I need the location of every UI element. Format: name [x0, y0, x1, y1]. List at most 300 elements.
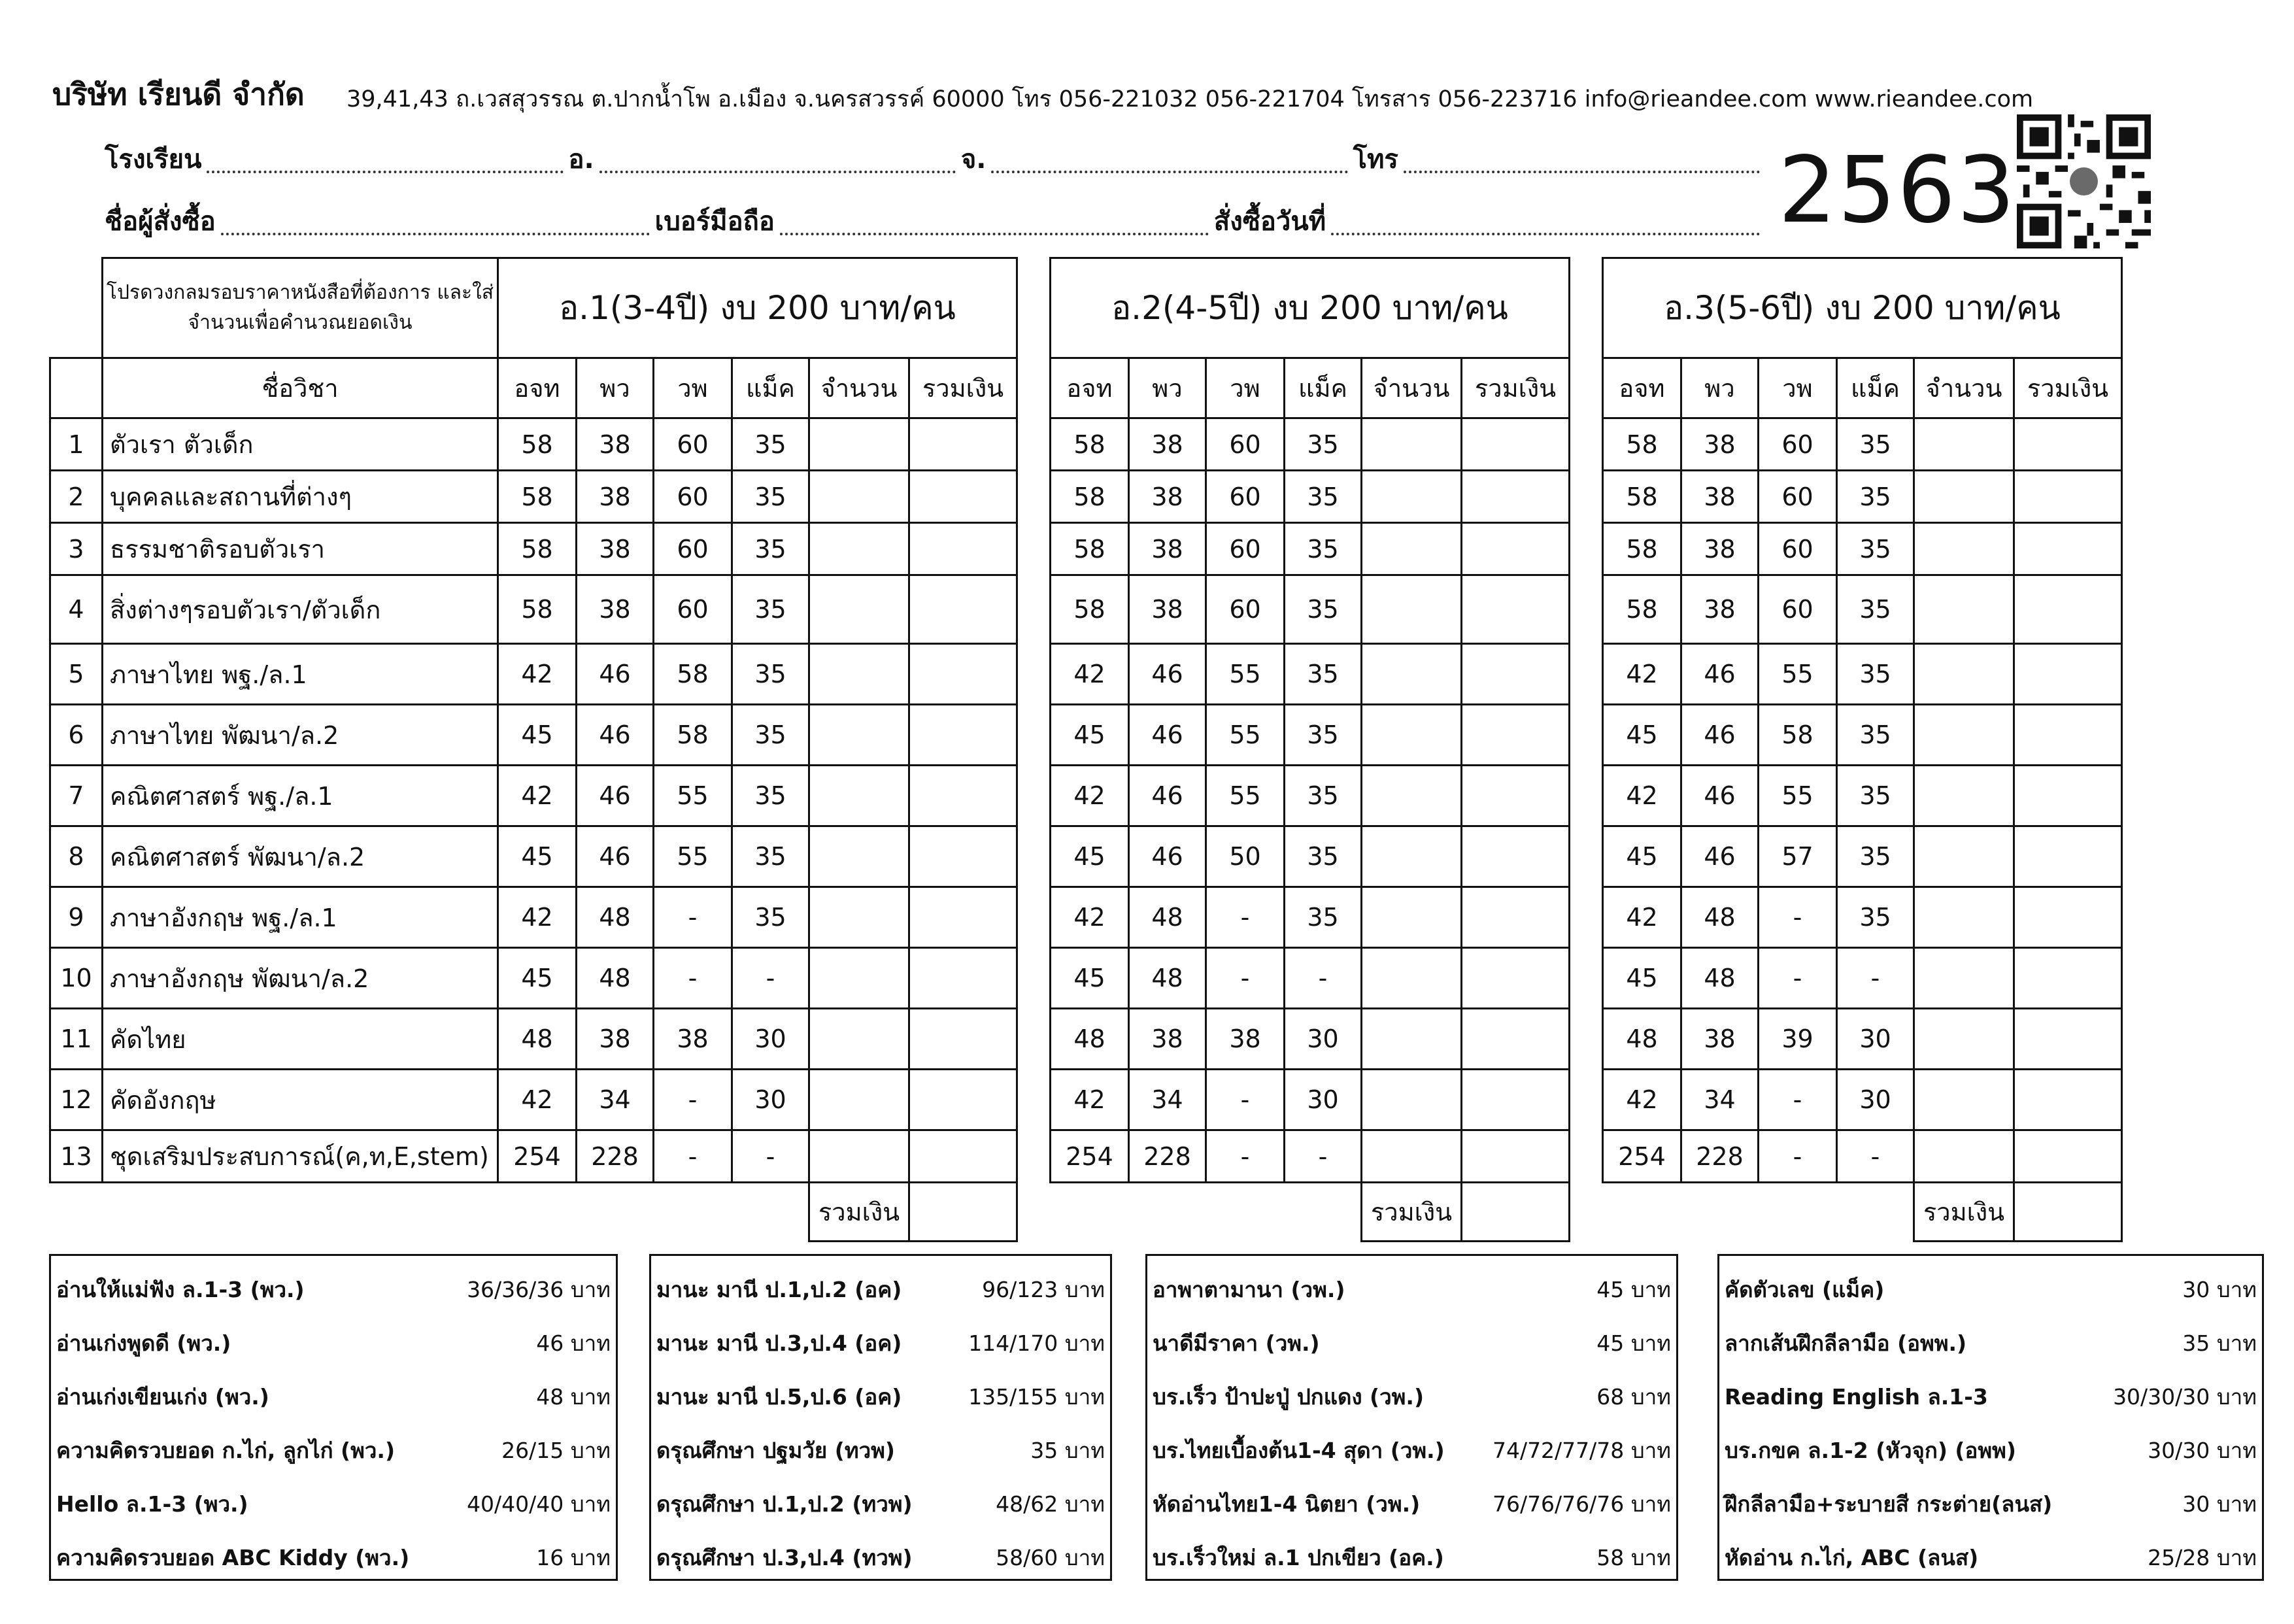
- price-cell[interactable]: 46: [1681, 705, 1759, 766]
- list-item[interactable]: [56, 1316, 611, 1370]
- price-cell[interactable]: 35: [1285, 471, 1362, 523]
- price-cell[interactable]: 42: [1603, 1070, 1681, 1130]
- quantity-cell[interactable]: [1914, 471, 2014, 523]
- sum-cell[interactable]: [909, 887, 1017, 948]
- price-cell[interactable]: 35: [1285, 575, 1362, 644]
- price-cell[interactable]: 50: [1206, 826, 1285, 887]
- quantity-cell[interactable]: [809, 1009, 909, 1070]
- quantity-cell[interactable]: [809, 826, 909, 887]
- price-cell[interactable]: -: [654, 887, 732, 948]
- price-cell[interactable]: 30: [1837, 1070, 1914, 1130]
- sum-cell[interactable]: [1462, 471, 1570, 523]
- sum-cell[interactable]: [2014, 418, 2122, 471]
- province-field[interactable]: [991, 170, 1347, 173]
- price-cell[interactable]: 46: [577, 766, 654, 826]
- sum-cell[interactable]: [1462, 1009, 1570, 1070]
- price-cell[interactable]: 60: [1206, 575, 1285, 644]
- sum-cell[interactable]: [909, 1070, 1017, 1130]
- sum-cell[interactable]: [2014, 766, 2122, 826]
- table-row: [1603, 523, 2122, 575]
- list-item[interactable]: [1725, 1262, 2257, 1316]
- list-item[interactable]: [56, 1262, 611, 1316]
- book-name: อ่านเก่งพูดดี (พว.): [56, 1330, 231, 1356]
- phone-field[interactable]: [1404, 170, 1760, 173]
- sum-cell[interactable]: [2014, 644, 2122, 705]
- list-item[interactable]: [1725, 1423, 2257, 1477]
- price-cell[interactable]: 35: [1285, 523, 1362, 575]
- quantity-cell[interactable]: [1914, 523, 2014, 575]
- sum-cell[interactable]: [909, 575, 1017, 644]
- price-cell[interactable]: 58: [1759, 705, 1837, 766]
- sum-cell[interactable]: [1462, 705, 1570, 766]
- sum-cell[interactable]: [909, 418, 1017, 471]
- price-cell[interactable]: 35: [732, 575, 809, 644]
- sum-cell[interactable]: [1462, 523, 1570, 575]
- price-cell[interactable]: 35: [732, 826, 809, 887]
- sum-cell[interactable]: [2014, 1009, 2122, 1070]
- price-cell[interactable]: 35: [732, 644, 809, 705]
- price-cell[interactable]: 35: [1837, 523, 1914, 575]
- price-cell[interactable]: 46: [1129, 705, 1206, 766]
- quantity-cell[interactable]: [1362, 766, 1462, 826]
- price-cell[interactable]: -: [1759, 1070, 1837, 1130]
- quantity-cell[interactable]: [1362, 887, 1462, 948]
- price-cell[interactable]: 45: [1051, 948, 1129, 1009]
- province-label: จ.: [960, 144, 987, 175]
- book-name: บร.เร็วใหม่ ล.1 ปกเขียว (อค.): [1153, 1544, 1444, 1570]
- sum-cell[interactable]: [909, 1009, 1017, 1070]
- district-field[interactable]: [599, 170, 956, 173]
- list-item[interactable]: [1153, 1316, 1671, 1370]
- quantity-cell[interactable]: [1914, 826, 2014, 887]
- quantity-cell[interactable]: [1362, 644, 1462, 705]
- price-cell[interactable]: -: [1285, 948, 1362, 1009]
- price-cell[interactable]: -: [654, 1070, 732, 1130]
- sum-cell[interactable]: [1462, 766, 1570, 826]
- quantity-header: จำนวน: [1362, 358, 1462, 418]
- price-cell[interactable]: 42: [1603, 644, 1681, 705]
- quantity-cell[interactable]: [1914, 1130, 2014, 1183]
- quantity-cell[interactable]: [1362, 1130, 1462, 1183]
- book-name: คัดตัวเลข (แม็ค): [1725, 1276, 1885, 1302]
- quantity-cell[interactable]: [1914, 1009, 2014, 1070]
- sum-cell[interactable]: [909, 705, 1017, 766]
- price-cell[interactable]: 35: [1837, 418, 1914, 471]
- sum-cell[interactable]: [1462, 1070, 1570, 1130]
- sum-cell[interactable]: [2014, 948, 2122, 1009]
- quantity-cell[interactable]: [1362, 826, 1462, 887]
- sum-cell[interactable]: [2014, 826, 2122, 887]
- quantity-cell[interactable]: [809, 644, 909, 705]
- qr-code-icon: [2017, 114, 2151, 248]
- price-cell[interactable]: 35: [732, 418, 809, 471]
- price-cell[interactable]: 38: [1129, 471, 1206, 523]
- price-cell[interactable]: 58: [498, 575, 577, 644]
- price-cell[interactable]: 35: [1285, 887, 1362, 948]
- price-cell[interactable]: 60: [1759, 418, 1837, 471]
- subject-name: ตัวเรา ตัวเด็ก: [103, 418, 498, 471]
- sum-cell[interactable]: [909, 766, 1017, 826]
- subject-name: สิ่งต่างๆรอบตัวเรา/ตัวเด็ก: [103, 575, 498, 644]
- price-cell[interactable]: 228: [577, 1130, 654, 1183]
- total-label: รวมเงิน: [1914, 1183, 2014, 1242]
- price-cell[interactable]: -: [732, 1130, 809, 1183]
- quantity-cell[interactable]: [1914, 705, 2014, 766]
- price-cell[interactable]: 60: [1759, 471, 1837, 523]
- price-cell[interactable]: 48: [577, 948, 654, 1009]
- school-field[interactable]: [207, 170, 563, 173]
- price-cell[interactable]: 58: [1051, 418, 1129, 471]
- price-cell[interactable]: 46: [577, 644, 654, 705]
- price-cell[interactable]: 34: [1129, 1070, 1206, 1130]
- list-item[interactable]: [656, 1531, 1105, 1584]
- price-cell[interactable]: -: [1759, 948, 1837, 1009]
- book-price: 58/60 บาท: [996, 1544, 1105, 1570]
- price-cell[interactable]: 38: [1129, 418, 1206, 471]
- book-price: 40/40/40 บาท: [467, 1491, 611, 1517]
- quantity-cell[interactable]: [1914, 887, 2014, 948]
- row-number: 11: [50, 1009, 103, 1070]
- price-cell[interactable]: 34: [1681, 1070, 1759, 1130]
- price-cell[interactable]: 38: [1129, 575, 1206, 644]
- price-cell[interactable]: 38: [1129, 523, 1206, 575]
- sum-cell[interactable]: [1462, 887, 1570, 948]
- price-cell[interactable]: 42: [498, 766, 577, 826]
- price-cell[interactable]: 48: [577, 887, 654, 948]
- price-cell[interactable]: 60: [1206, 418, 1285, 471]
- price-cell[interactable]: 38: [654, 1009, 732, 1070]
- quantity-cell[interactable]: [1362, 471, 1462, 523]
- sum-cell[interactable]: [2014, 523, 2122, 575]
- sum-cell[interactable]: [1462, 575, 1570, 644]
- list-item[interactable]: [656, 1477, 1105, 1531]
- price-cell[interactable]: 55: [1206, 766, 1285, 826]
- price-cell[interactable]: -: [1759, 1130, 1837, 1183]
- price-cell[interactable]: 60: [1206, 471, 1285, 523]
- list-item[interactable]: [1725, 1477, 2257, 1531]
- price-cell[interactable]: 38: [577, 418, 654, 471]
- price-cell[interactable]: 55: [654, 826, 732, 887]
- quantity-cell[interactable]: [1362, 948, 1462, 1009]
- sum-cell[interactable]: [2014, 471, 2122, 523]
- quantity-cell[interactable]: [1914, 1070, 2014, 1130]
- price-cell[interactable]: -: [1759, 887, 1837, 948]
- price-cell[interactable]: 45: [1051, 705, 1129, 766]
- list-item[interactable]: [1725, 1316, 2257, 1370]
- price-cell[interactable]: 58: [1051, 523, 1129, 575]
- price-cell[interactable]: 30: [1285, 1070, 1362, 1130]
- price-cell[interactable]: 46: [577, 705, 654, 766]
- price-cell[interactable]: 35: [1837, 575, 1914, 644]
- table-row: [1051, 766, 1570, 826]
- price-cell[interactable]: -: [1206, 1070, 1285, 1130]
- price-cell[interactable]: 46: [1129, 644, 1206, 705]
- list-item[interactable]: [1153, 1531, 1671, 1584]
- quantity-cell[interactable]: [809, 887, 909, 948]
- price-cell[interactable]: 38: [1681, 471, 1759, 523]
- row-number: 6: [50, 705, 103, 766]
- district-label: อ.: [568, 144, 594, 175]
- price-cell[interactable]: 35: [732, 766, 809, 826]
- total-cell[interactable]: [909, 1183, 1017, 1242]
- publisher-header: อจท: [1051, 358, 1129, 418]
- price-cell[interactable]: 35: [732, 887, 809, 948]
- price-cell[interactable]: -: [1285, 1130, 1362, 1183]
- list-item[interactable]: [1725, 1531, 2257, 1584]
- quantity-cell[interactable]: [1914, 575, 2014, 644]
- sum-cell[interactable]: [1462, 418, 1570, 471]
- price-cell[interactable]: 35: [1837, 705, 1914, 766]
- table-row: [1051, 826, 1570, 887]
- price-cell[interactable]: 60: [1206, 523, 1285, 575]
- price-cell[interactable]: 45: [1603, 705, 1681, 766]
- sum-cell[interactable]: [2014, 1070, 2122, 1130]
- quantity-cell[interactable]: [1362, 1070, 1462, 1130]
- price-cell[interactable]: 45: [1603, 826, 1681, 887]
- price-cell[interactable]: 46: [1681, 766, 1759, 826]
- price-cell[interactable]: 34: [577, 1070, 654, 1130]
- price-cell[interactable]: 58: [1603, 418, 1681, 471]
- price-cell[interactable]: 48: [1129, 887, 1206, 948]
- price-cell[interactable]: 45: [1051, 826, 1129, 887]
- price-cell[interactable]: 42: [498, 887, 577, 948]
- price-cell[interactable]: 254: [1603, 1130, 1681, 1183]
- subject-name: คัดอังกฤษ: [103, 1070, 498, 1130]
- list-item[interactable]: [1153, 1262, 1671, 1316]
- quantity-cell[interactable]: [1362, 705, 1462, 766]
- price-cell[interactable]: -: [654, 1130, 732, 1183]
- price-cell[interactable]: 58: [1603, 471, 1681, 523]
- price-cell[interactable]: 60: [654, 523, 732, 575]
- price-cell[interactable]: 38: [1681, 418, 1759, 471]
- sum-cell[interactable]: [909, 826, 1017, 887]
- sum-cell[interactable]: [2014, 575, 2122, 644]
- price-cell[interactable]: 48: [1603, 1009, 1681, 1070]
- price-cell[interactable]: 42: [1603, 887, 1681, 948]
- sum-cell[interactable]: [909, 471, 1017, 523]
- price-cell[interactable]: 35: [1837, 471, 1914, 523]
- quantity-cell[interactable]: [809, 766, 909, 826]
- sum-cell[interactable]: [1462, 644, 1570, 705]
- book-price: 68 บาท: [1596, 1383, 1671, 1410]
- sum-cell[interactable]: [1462, 826, 1570, 887]
- price-cell[interactable]: 55: [1206, 644, 1285, 705]
- mobile-field[interactable]: [780, 232, 1209, 235]
- buyer-label: ชื่อผู้สั่งซื้อ: [105, 207, 216, 237]
- sum-cell[interactable]: [1462, 1130, 1570, 1183]
- price-cell[interactable]: 45: [498, 826, 577, 887]
- price-cell[interactable]: 38: [577, 471, 654, 523]
- sum-cell[interactable]: [909, 523, 1017, 575]
- book-name: Reading English ล.1-3: [1725, 1383, 1988, 1410]
- price-cell[interactable]: 46: [1129, 826, 1206, 887]
- list-item[interactable]: [656, 1262, 1105, 1316]
- price-cell[interactable]: 46: [1681, 826, 1759, 887]
- price-cell[interactable]: 30: [1285, 1009, 1362, 1070]
- quantity-cell[interactable]: [1362, 523, 1462, 575]
- table-row: [1603, 1009, 2122, 1070]
- price-cell[interactable]: -: [1837, 1130, 1914, 1183]
- price-cell[interactable]: 42: [498, 644, 577, 705]
- price-cell[interactable]: -: [1206, 887, 1285, 948]
- price-cell[interactable]: 55: [1206, 705, 1285, 766]
- price-cell[interactable]: 30: [732, 1009, 809, 1070]
- book-name: บร.ไทยเบื้องต้น1-4 สุดา (วพ.): [1153, 1437, 1445, 1463]
- table-row: [1603, 575, 2122, 644]
- price-cell[interactable]: 58: [1051, 471, 1129, 523]
- price-cell[interactable]: 38: [1206, 1009, 1285, 1070]
- buyer-field[interactable]: [221, 232, 650, 235]
- price-cell[interactable]: 58: [498, 471, 577, 523]
- sum-cell[interactable]: [2014, 1130, 2122, 1183]
- price-cell[interactable]: 45: [1603, 948, 1681, 1009]
- price-cell[interactable]: -: [1206, 1130, 1285, 1183]
- price-cell[interactable]: 38: [577, 575, 654, 644]
- sum-cell[interactable]: [909, 1130, 1017, 1183]
- book-name: บร.เร็ว ป้าปะปู่ ปกแดง (วพ.): [1153, 1383, 1425, 1410]
- quantity-cell[interactable]: [1914, 644, 2014, 705]
- sum-cell[interactable]: [909, 948, 1017, 1009]
- price-cell[interactable]: 58: [654, 644, 732, 705]
- price-cell[interactable]: 58: [498, 523, 577, 575]
- quantity-cell[interactable]: [809, 948, 909, 1009]
- price-cell[interactable]: 35: [732, 471, 809, 523]
- price-cell[interactable]: 254: [1051, 1130, 1129, 1183]
- price-cell[interactable]: 45: [498, 705, 577, 766]
- sum-cell[interactable]: [2014, 705, 2122, 766]
- price-cell[interactable]: -: [732, 948, 809, 1009]
- price-cell[interactable]: 38: [1681, 1009, 1759, 1070]
- price-cell[interactable]: -: [654, 948, 732, 1009]
- price-cell[interactable]: 42: [1051, 644, 1129, 705]
- price-cell[interactable]: 58: [1603, 575, 1681, 644]
- list-item[interactable]: [656, 1423, 1105, 1477]
- total-cell[interactable]: [1462, 1183, 1570, 1242]
- quantity-cell[interactable]: [809, 1130, 909, 1183]
- price-cell[interactable]: 35: [1285, 826, 1362, 887]
- quantity-cell[interactable]: [1914, 766, 2014, 826]
- quantity-cell[interactable]: [1362, 575, 1462, 644]
- list-item[interactable]: [56, 1531, 611, 1584]
- price-cell[interactable]: 57: [1759, 826, 1837, 887]
- price-cell[interactable]: 35: [1285, 644, 1362, 705]
- quantity-cell[interactable]: [809, 575, 909, 644]
- list-item[interactable]: [656, 1316, 1105, 1370]
- price-cell[interactable]: 30: [732, 1070, 809, 1130]
- price-cell[interactable]: 42: [498, 1070, 577, 1130]
- price-cell[interactable]: 46: [577, 826, 654, 887]
- sum-cell[interactable]: [909, 644, 1017, 705]
- price-cell[interactable]: 35: [732, 705, 809, 766]
- price-cell[interactable]: 38: [577, 523, 654, 575]
- list-item[interactable]: [1725, 1370, 2257, 1423]
- price-cell[interactable]: 35: [1285, 705, 1362, 766]
- price-cell[interactable]: 58: [654, 705, 732, 766]
- price-cell[interactable]: 35: [1285, 418, 1362, 471]
- price-cell[interactable]: 35: [1285, 766, 1362, 826]
- price-cell[interactable]: 55: [654, 766, 732, 826]
- price-cell[interactable]: 58: [1603, 523, 1681, 575]
- price-cell[interactable]: 60: [654, 471, 732, 523]
- price-cell[interactable]: 42: [1603, 766, 1681, 826]
- price-cell[interactable]: 42: [1051, 1070, 1129, 1130]
- price-cell[interactable]: 48: [498, 1009, 577, 1070]
- price-cell[interactable]: 48: [1129, 948, 1206, 1009]
- list-item[interactable]: [656, 1370, 1105, 1423]
- price-cell[interactable]: 58: [1051, 575, 1129, 644]
- total-cell[interactable]: [2014, 1183, 2122, 1242]
- price-cell[interactable]: 46: [1681, 644, 1759, 705]
- price-cell[interactable]: 46: [1129, 766, 1206, 826]
- price-cell[interactable]: 60: [1759, 575, 1837, 644]
- price-cell[interactable]: 228: [1129, 1130, 1206, 1183]
- book-price: 30 บาท: [2182, 1276, 2257, 1302]
- price-cell[interactable]: 38: [1681, 575, 1759, 644]
- quantity-cell[interactable]: [1914, 948, 2014, 1009]
- price-cell[interactable]: 38: [1681, 523, 1759, 575]
- table-row: [50, 471, 1017, 523]
- price-cell[interactable]: 58: [498, 418, 577, 471]
- quantity-cell[interactable]: [1914, 418, 2014, 471]
- list-item[interactable]: [56, 1370, 611, 1423]
- list-item[interactable]: [1153, 1477, 1671, 1531]
- price-cell[interactable]: 48: [1051, 1009, 1129, 1070]
- quantity-cell[interactable]: [809, 705, 909, 766]
- grade-title: อ.1(3-4ปี) งบ 200 บาท/คน: [498, 258, 1017, 358]
- price-cell[interactable]: 48: [1681, 887, 1759, 948]
- list-item[interactable]: [1153, 1423, 1671, 1477]
- quantity-cell[interactable]: [809, 523, 909, 575]
- sum-cell[interactable]: [2014, 887, 2122, 948]
- quantity-cell[interactable]: [1362, 418, 1462, 471]
- price-cell[interactable]: -: [1206, 948, 1285, 1009]
- list-item[interactable]: [1153, 1370, 1671, 1423]
- price-cell[interactable]: 38: [1129, 1009, 1206, 1070]
- sum-cell[interactable]: [1462, 948, 1570, 1009]
- row-number: 12: [50, 1070, 103, 1130]
- list-item[interactable]: [56, 1477, 611, 1531]
- price-cell[interactable]: 60: [654, 575, 732, 644]
- quantity-cell[interactable]: [809, 1070, 909, 1130]
- price-cell[interactable]: 30: [1837, 1009, 1914, 1070]
- book-price: 30/30 บาท: [2148, 1437, 2257, 1463]
- quantity-cell[interactable]: [1362, 1009, 1462, 1070]
- list-item[interactable]: [56, 1423, 611, 1477]
- price-cell[interactable]: 42: [1051, 766, 1129, 826]
- table-row: [1051, 471, 1570, 523]
- quantity-cell[interactable]: [809, 471, 909, 523]
- price-cell[interactable]: 35: [1837, 826, 1914, 887]
- price-cell[interactable]: 60: [654, 418, 732, 471]
- price-cell[interactable]: 55: [1759, 644, 1837, 705]
- price-cell[interactable]: -: [1837, 948, 1914, 1009]
- price-cell[interactable]: 39: [1759, 1009, 1837, 1070]
- price-cell[interactable]: 55: [1759, 766, 1837, 826]
- price-cell[interactable]: 35: [732, 523, 809, 575]
- price-cell[interactable]: 35: [1837, 887, 1914, 948]
- price-cell[interactable]: 254: [498, 1130, 577, 1183]
- price-cell[interactable]: 35: [1837, 644, 1914, 705]
- price-cell[interactable]: 42: [1051, 887, 1129, 948]
- price-cell[interactable]: 60: [1759, 523, 1837, 575]
- price-cell[interactable]: 38: [577, 1009, 654, 1070]
- price-cell[interactable]: 35: [1837, 766, 1914, 826]
- price-cell[interactable]: 48: [1681, 948, 1759, 1009]
- price-cell[interactable]: 45: [498, 948, 577, 1009]
- quantity-cell[interactable]: [809, 418, 909, 471]
- price-cell[interactable]: 228: [1681, 1130, 1759, 1183]
- order-date-field[interactable]: [1331, 232, 1760, 235]
